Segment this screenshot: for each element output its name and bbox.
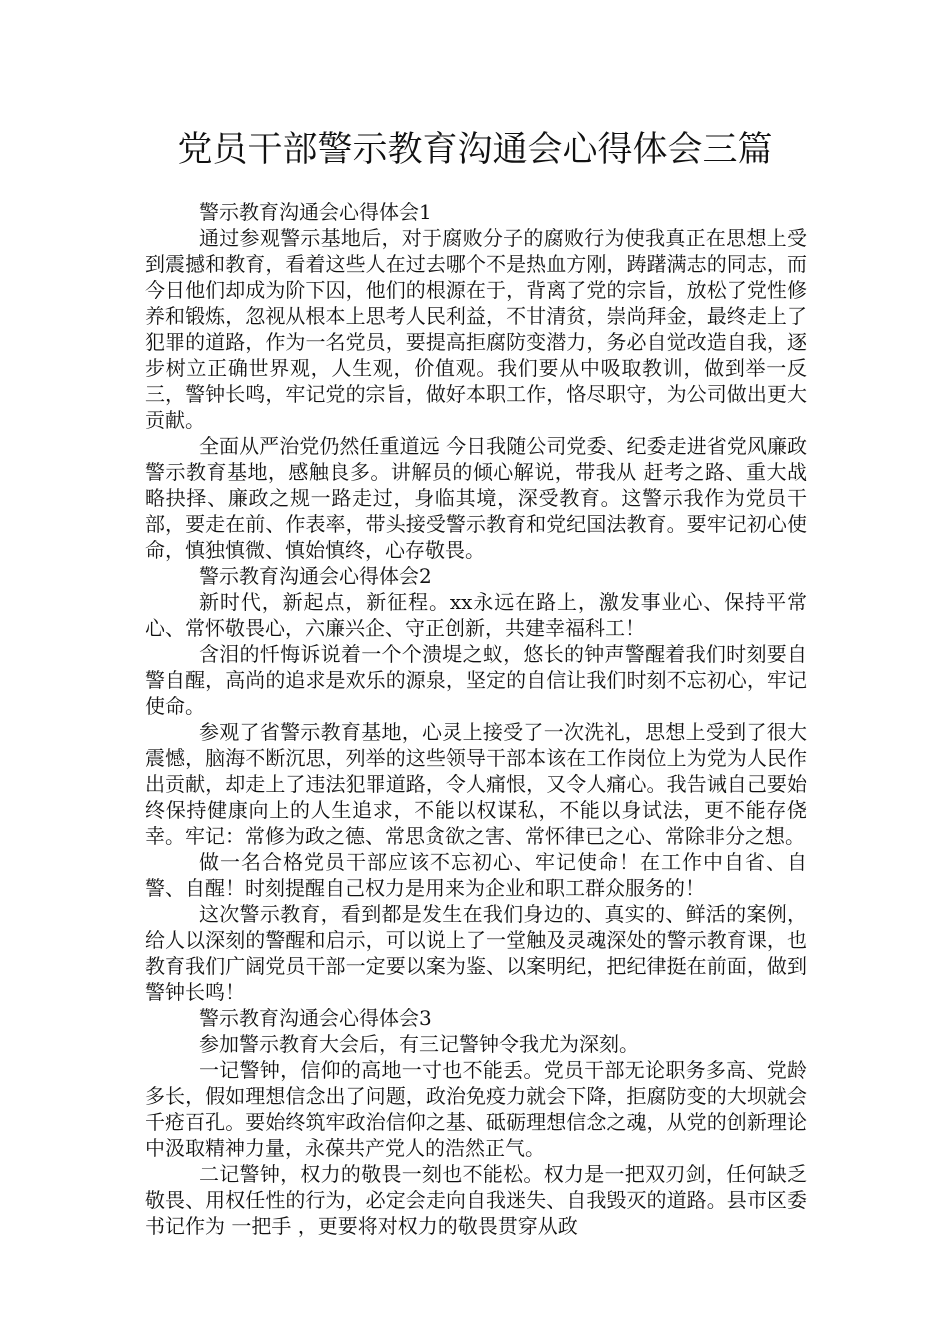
paragraph: 做一名合格党员干部应该不忘初心、牢记使命！在工作中自省、自警、自醒！时刻提醒自己权力是用来为企业和职工群众服务的！ [145, 850, 807, 900]
paragraph: 参观了省警示教育基地，心灵上接受了一次洗礼，思想上受到了很大震憾，脑海不断沉思，列举的这些领导干部本该在工作岗位上为党为人民作出贡献，却走上了违法犯罪道路，令人痛恨，又令人痛心。我告诫自己要始终保持健康向上的人生追求，不能以权谋私，不能以身试法，更不能存侥幸。牢记：常修为政之德、常思贪欲之害、常怀律已之心、常除非分之想。 [145, 720, 807, 848]
paragraph: 一记警钟，信仰的高地一寸也不能丢。党员干部无论职务多高、党龄多长，假如理想信念出了问题，政治免疫力就会下降，拒腐防变的大坝就会千疮百孔。要始终筑牢政治信仰之基、砥砺理想信念之魂，从党的创新理论中汲取精神力量，永葆共产党人的浩然正气。 [145, 1058, 807, 1160]
document-body [145, 199, 807, 1239]
section-heading-3: 警示教育沟通会心得体会3 [199, 1006, 432, 1030]
paragraph: 二记警钟，权力的敬畏一刻也不能松。权力是一把双刃剑，任何缺乏敬畏、用权任性的行为，必定会走向自我迷失、自我毁灭的道路。县市区委书记作为 一把手 ，更要将对权力的敬畏贯穿从政 [145, 1162, 807, 1238]
section-heading-1: 警示教育沟通会心得体会1 [199, 200, 432, 224]
paragraph: 这次警示教育，看到都是发生在我们身边的、真实的、鲜活的案例，给人以深刻的警醒和启示，可以说上了一堂触及灵魂深处的警示教育课，也教育我们广阔党员干部一定要以案为鉴、以案明纪，把纪律挺在前面，做到警钟长鸣！ [145, 902, 807, 1004]
paragraph: 参加警示教育大会后，有三记警钟令我尤为深刻。 [199, 1032, 639, 1056]
paragraph: 新时代，新起点，新征程。xx永远在路上，激发事业心、保持平常心、常怀敬畏心，六廉兴企、守正创新，共建幸福科工！ [145, 590, 807, 640]
section-heading-2: 警示教育沟通会心得体会2 [199, 564, 432, 588]
document-title: 党员干部警示教育沟通会心得体会三篇 [177, 130, 773, 170]
paragraph: 含泪的忏悔诉说着一个个溃堤之蚁，悠长的钟声警醒着我们时刻要自警自醒，高尚的追求是欢乐的源泉，坚定的自信让我们时刻不忘初心，牢记使命。 [145, 642, 807, 718]
paragraph: 全面从严治党仍然任重道远 今日我随公司党委、纪委走进省党风廉政警示教育基地，感触良多。讲解员的倾心解说，带我从 赶考之路、重大战略抉择、廉政之规一路走过，身临其境，深受教育。这警示我作为党员干部，要走在前、作表率，带头接受警示教育和党纪国法教育。要牢记初心使命，慎独慎微、慎始慎终，心存敬畏。 [145, 434, 807, 562]
paragraph: 通过参观警示基地后，对于腐败分子的腐败行为使我真正在思想上受到震撼和教育，看着这些人在过去哪个不是热血方刚，踌躇满志的同志，而今日他们却成为阶下囚，他们的根源在于，背离了党的宗旨，放松了党性修养和锻炼，忽视从根本上思考人民利益，不甘清贫，崇尚拜金，最终走上了犯罪的道路，作为一名党员，要提高拒腐防变潜力，务必自觉改造自我，逐步树立正确世界观，人生观，价值观。我们要从中吸取教训，做到举一反三，警钟长鸣，牢记党的宗旨，做好本职工作，恪尽职守，为公司做出更大贡献。 [145, 226, 807, 432]
